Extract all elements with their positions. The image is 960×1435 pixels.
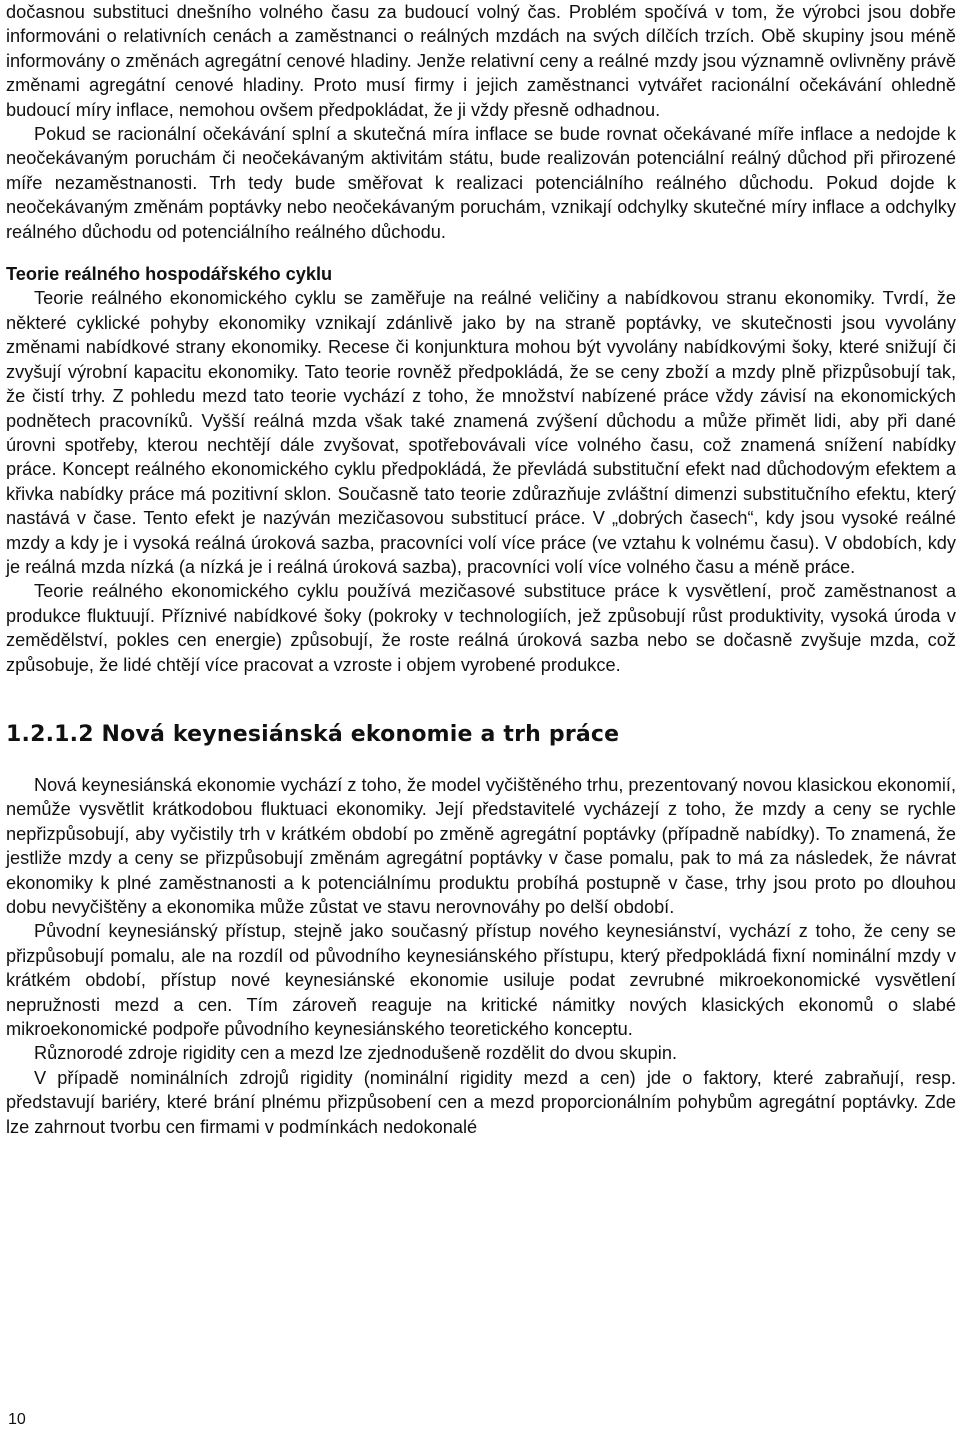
paragraph-new-keynesian-intro: Nová keynesiánská ekonomie vychází z toho, že model vyčištěného trhu, prezentovaný novou klasickou ekonomií, nemůže vysvětlit krátkodobou fluktuaci ekonomiky. Její představitelé vycházejí z toho, že mzdy a ceny se rychle nepřizpůsobují, aby vyčistily trh v krátkém období po změně agregátní poptávky (případně nabídky). To znamená, že jestliže mzdy a ceny se přizpůsobují změnám agregátní poptávky v čase pomalu, pak to má za následek, že návrat ekonomiky k plné zaměstnanosti a k potenciálnímu produktu probíhá postupně v čase, trhy jsou proto po dlouhou dobu nevyčištěny a ekonomika může zůstat ve stavu nerovnováhy po delší období.	[6, 774, 956, 917]
page-number: 10	[8, 1411, 26, 1428]
paragraph-nominal-rigidity: V případě nominálních zdrojů rigidity (nominální rigidity mezd a cen) jde o faktory, které zabraňují, resp. představují bariéry, které brání plnému přizpůsobení cen a mezd proporcionálním pohybům agregátní poptávky. Zde lze zahrnout tvorbu cen firmami v podmínkách nedokonalé	[6, 1067, 956, 1137]
paragraph-rigidity-sources: Různorodé zdroje rigidity cen a mezd lze zjednodušeně rozdělit do dvou skupin.	[34, 1043, 678, 1064]
paragraph-original-keynesian: Původní keynesiánský přístup, stejně jako současný přístup nového keynesiánství, vychází z toho, že ceny se přizpůsobují pomalu, ale na rozdíl od původního keynesiánského přístupu, který předpokládá fixní nominální mzdy v krátkém období, přístup nové keynesiánské ekonomie usiluje podat zevrubné mikroekonomické vysvětlení nepružnosti mezd a cen. Tím zároveň reaguje na kritické námitky nových klasických ekonomů o slabé mikroekonomické podpoře původního keynesiánského teoretického konceptu.	[6, 921, 956, 1040]
document-page	[6, 0, 956, 1139]
paragraph-rational-expectations: Pokud se racionální očekávání splní a skutečná míra inflace se bude rovnat očekávané míře inflace a nedojde k neočekávaným poruchám či neočekávaným aktivitám státu, bude realizován potenciální reálný důchod při přirozené míře nezaměstnanosti. Trh tedy bude směřovat k realizaci potenciálního reálného důchodu. Pokud dojde k neočekávaným změnám poptávky nebo neočekávaným poruchám, vznikají odchylky skutečné míry inflace a odchylky reálného důchodu od potenciálního reálného důchodu.	[6, 124, 956, 242]
chapter-heading-new-keynesian: 1.2.1.2 Nová keynesiánská ekonomie a trh práce	[6, 721, 620, 747]
paragraph-rbc-fluctuation: Teorie reálného ekonomického cyklu používá mezičasové substituce práce k vysvětlení, proč zaměstnanost a produkce fluktuují. Příznivé nabídkové šoky (pokroky v technologiích, jež způsobují růst produktivity, vysoká úroda v zemědělství, pokles cen energie) způsobují, že roste reálná úroková sazba nebo se dočasně zvyšuje mzda, což způsobuje, že lidé chtějí více pracovat a vzroste i objem vyrobené produkce.	[6, 581, 956, 675]
paragraph-intertemporal-substitution: dočasnou substituci dnešního volného času za budoucí volný čas. Problém spočívá v tom, že výrobci jsou dobře informováni o relativních cenách a zaměstnanci o reálných mzdách na svých dílčích trzích. Obě skupiny jsou méně informovány o změnách agregátní cenové hladiny. Jenže relativní ceny a reálné mzdy jsou významně ovlivněny právě změnami agregátní cenové hladiny. Proto musí firmy i jejich zaměstnanci vytvářet racionální očekávání ohledně budoucí míry inflace, nemohou ovšem předpokládat, že ji vždy přesně odhadnou.	[6, 2, 956, 120]
section-heading-real-business-cycle: Teorie reálného hospodářského cyklu	[6, 264, 333, 285]
paragraph-rbc-theory: Teorie reálného ekonomického cyklu se zaměřuje na reálné veličiny a nabídkovou stranu ekonomiky. Tvrdí, že některé cyklické pohyby ekonomiky vznikají zdánlivě jako by na straně poptávky, ve skutečnosti jsou vyvolány změnami nabídkové strany ekonomiky. Recese či konjunktura mohou být vyvolány nabídkovými šoky, které snižují či zvyšují výrobní kapacitu ekonomiky. Tato teorie rovněž předpokládá, že se ceny zboží a mzdy plně přizpůsobují tak, že čistí trhy. Z pohledu mezd tato teorie vychází z toho, že množství nabízené práce vždy závisí na ekonomických podnětech pracovníků. Vyšší reálná mzda však také znamená zvýšení důchodu a může přimět lidi, aby při dané úrovni spotřeby, kterou nechtějí dále zvyšovat, spotřebovávali více volného času, což znamená snížení nabídky práce. Koncept reálného ekonomického cyklu předpokládá, že převládá substituční efekt nad důchodovým efektem a křivka nabídky práce má pozitivní sklon. Současně tato teorie zdůrazňuje zvláštní dimenzi substitučního efektu, který nastává v čase. Tento efekt je nazýván mezičasovou substitucí práce. V „dobrých časech“, kdy jsou vysoké reálné mzdy a kdy je i vysoká reálná úroková sazba, pracovníci volí více práce (ve vztahu k volnému času). V obdobích, kdy je reálná mzda nízká (a nízká je i reálná úroková sazba), pracovníci volí více volného času a méně práce.	[6, 288, 956, 577]
